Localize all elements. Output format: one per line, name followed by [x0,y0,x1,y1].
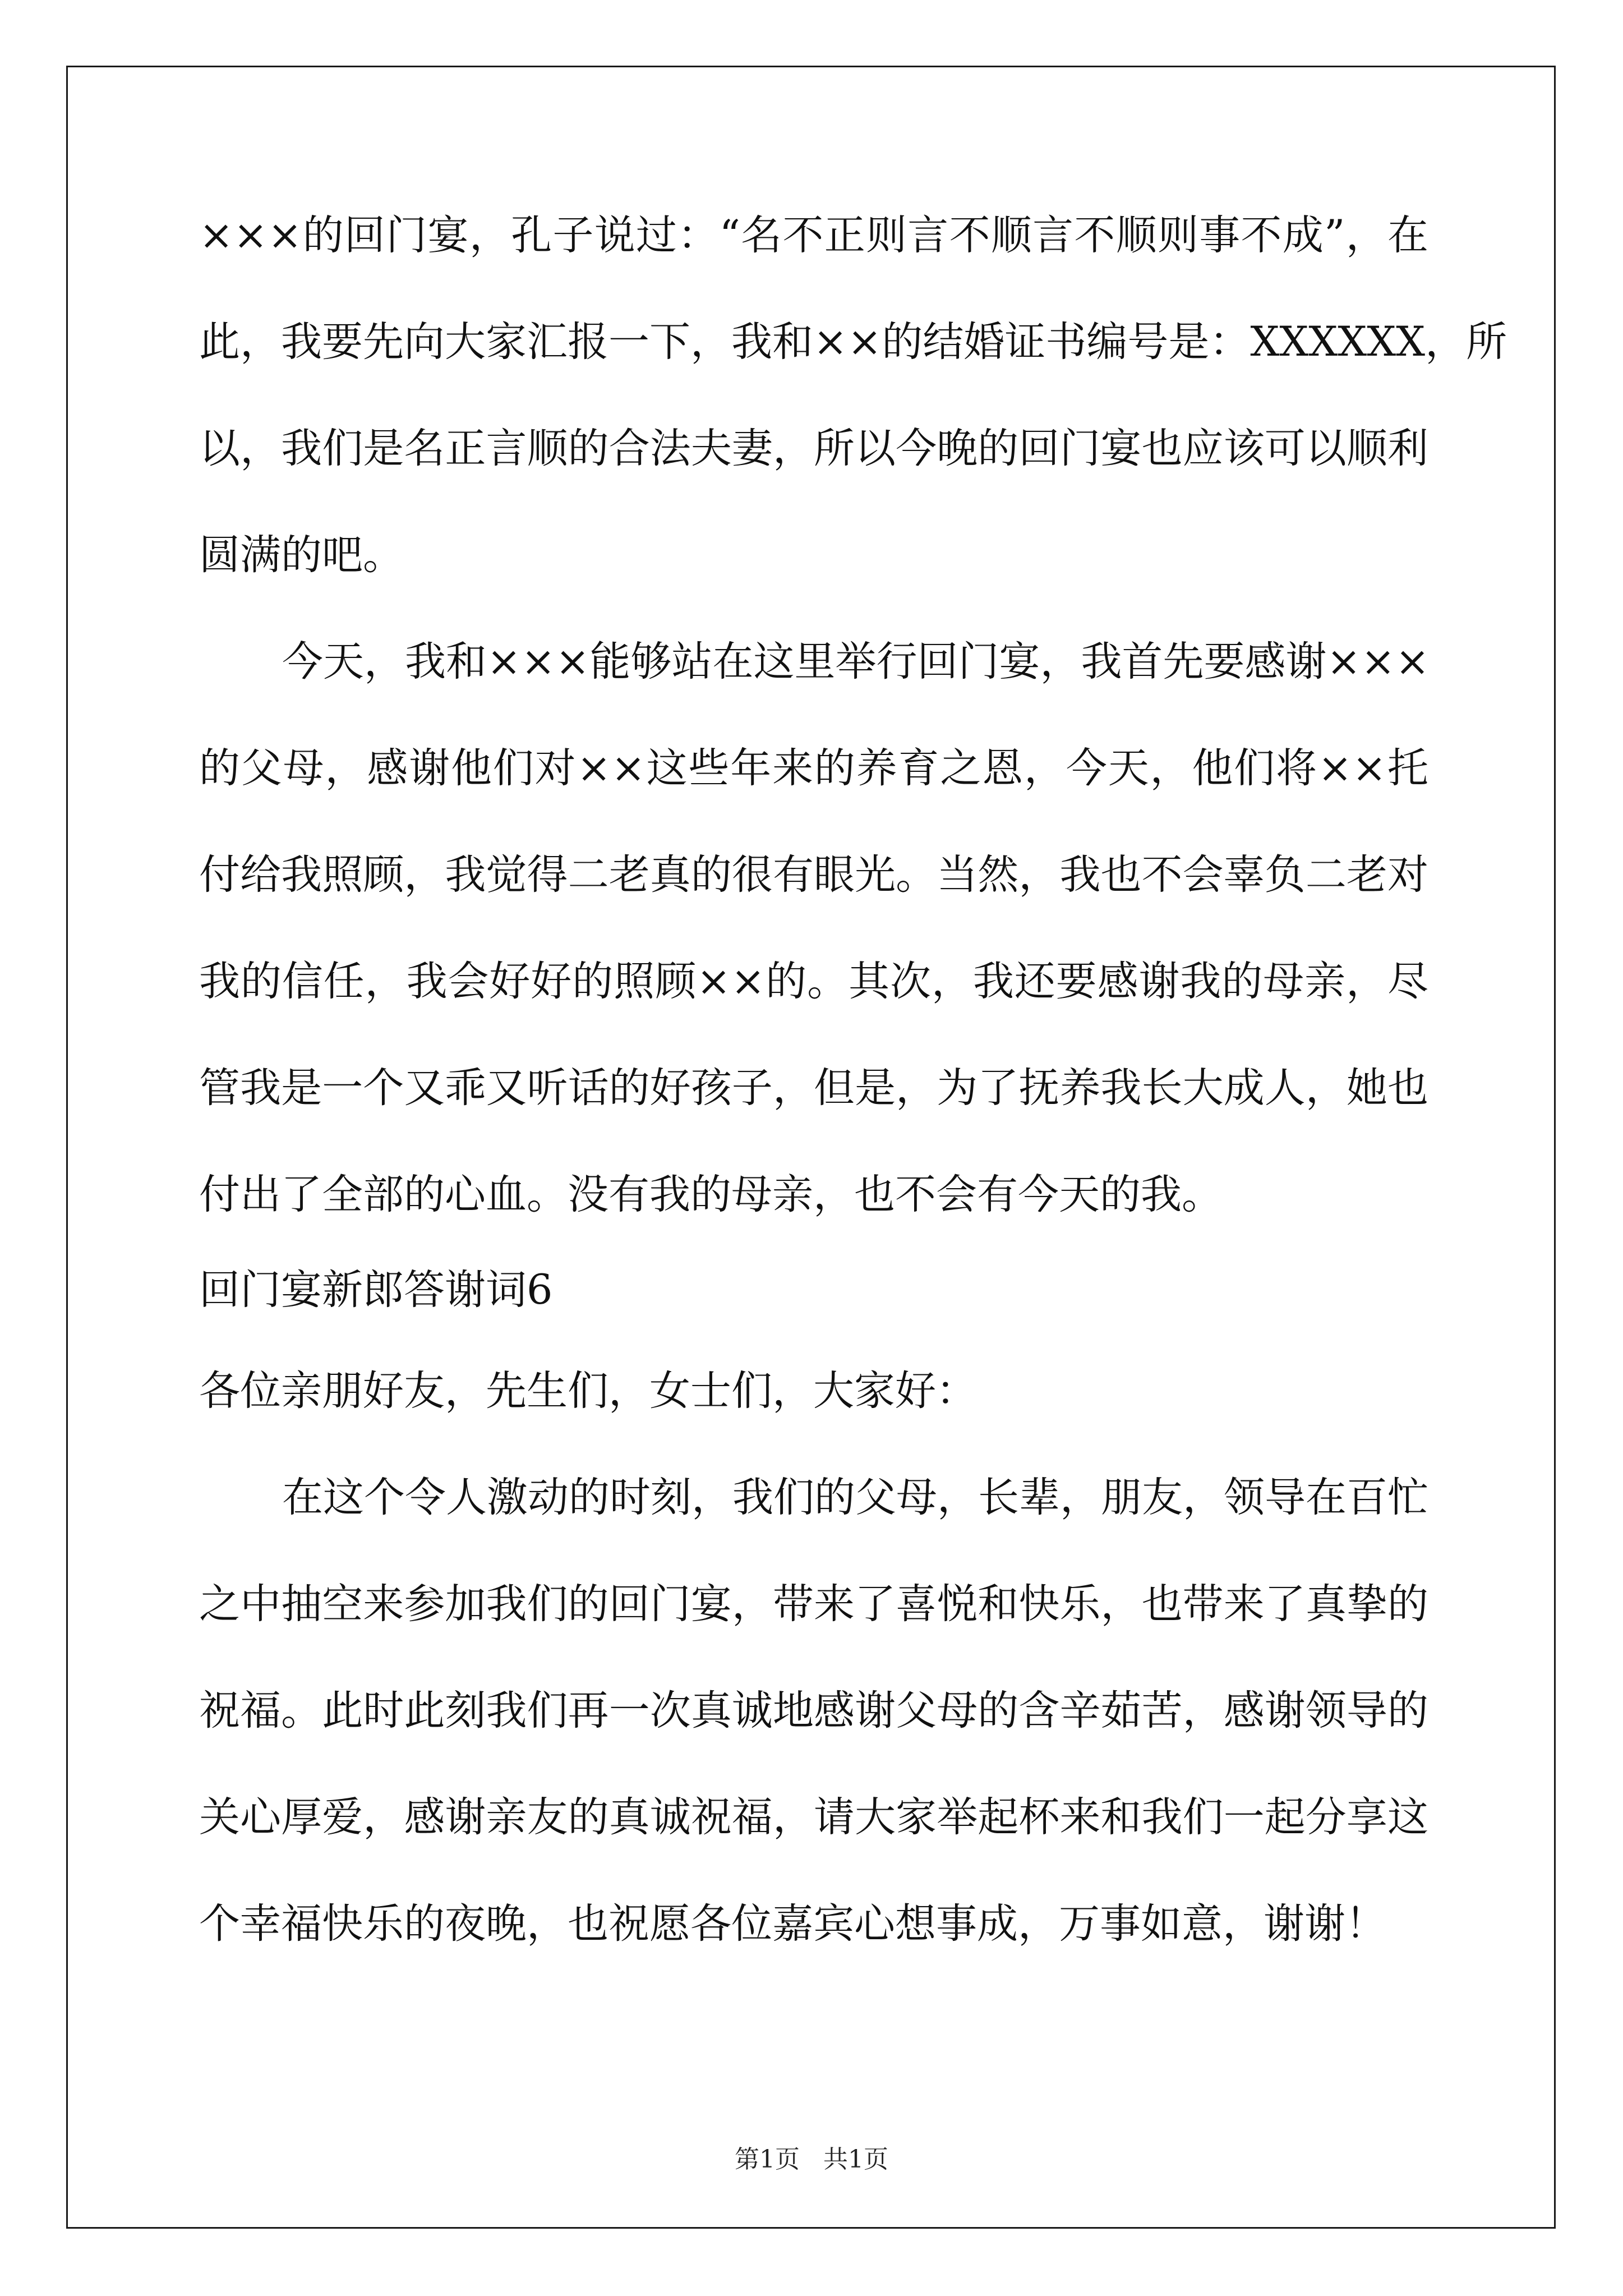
page-number-footer: 第1页 共1页 [735,2145,888,2174]
text-line: 关心厚爱，感谢亲友的真诚祝福，请大家举起杯来和我们一起分享这 [199,1793,1428,1841]
text-line: 付出了全部的心血。没有我的母亲，也不会有今天的我。 [199,1171,1223,1218]
text-line: ×××的回门宴，孔子说过：“名不正则言不顺言不顺则事不成”，在 [199,211,1428,259]
text-line: 圆满的吧。 [199,531,404,579]
text-line: 之中抽空来参加我们的回门宴，带来了喜悦和快乐，也带来了真挚的 [199,1580,1428,1628]
salutation: 各位亲朋好友，先生们，女士们，大家好： [199,1367,977,1415]
text-line: 的父母，感谢他们对××这些年来的养育之恩，今天，他们将××托 [199,744,1428,792]
text-line: 祝福。此时此刻我们再一次真诚地感谢父母的含辛茹苦，感谢领导的 [199,1687,1428,1734]
text-line: 我的信任，我会好好的照顾××的。其次，我还要感谢我的母亲，尽 [199,958,1428,1005]
paragraph-first-line: 在这个令人激动的时刻，我们的父母，长辈，朋友，领导在百忙 [282,1474,1428,1521]
text-line: 付给我照顾，我觉得二老真的很有眼光。当然，我也不会辜负二老对 [199,851,1428,899]
paragraph-first-line: 今天，我和×××能够站在这里举行回门宴，我首先要感谢××× [282,638,1430,685]
text-line: 此，我要先向大家汇报一下，我和××的结婚证书编号是：XXXXXX，所 [199,318,1507,366]
text-line: 个幸福快乐的夜晚，也祝愿各位嘉宾心想事成，万事如意，谢谢！ [199,1900,1386,1948]
section-heading: 回门宴新郎答谢词6 [199,1266,553,1314]
text-line: 管我是一个又乖又听话的好孩子，但是，为了抚养我长大成人，她也 [199,1064,1428,1112]
text-line: 以，我们是名正言顺的合法夫妻，所以今晚的回门宴也应该可以顺利 [199,425,1428,472]
